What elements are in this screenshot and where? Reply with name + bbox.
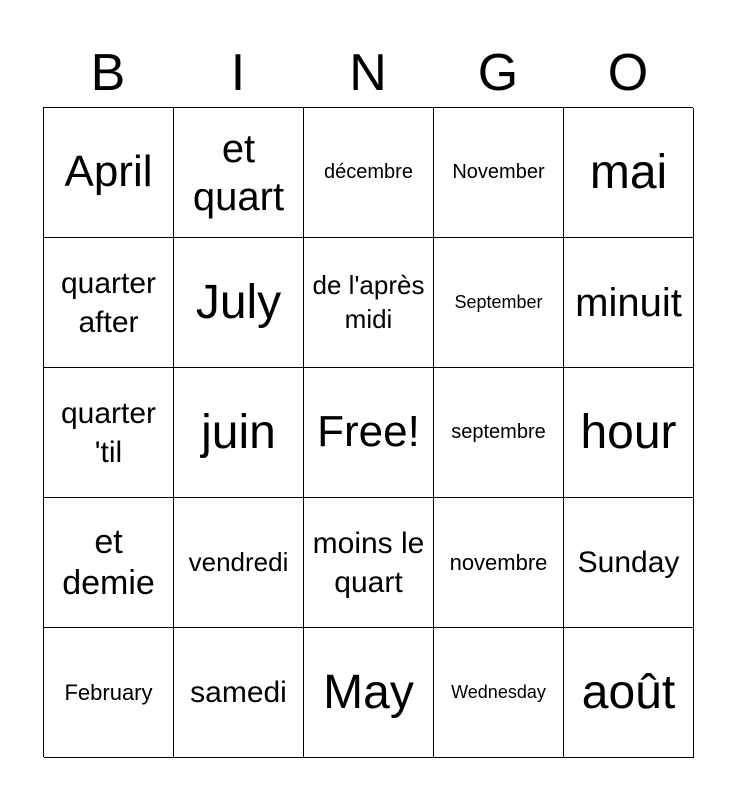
bingo-cell[interactable] [44,628,174,758]
cell-text: juin [201,405,276,459]
cell-text: hour [580,405,677,459]
bingo-cell[interactable] [174,238,304,368]
cell-text: July [195,275,282,329]
cell-text: et quart [192,126,285,219]
bingo-cell[interactable] [304,628,434,758]
header-letter-n: N [349,44,387,102]
bingo-cell[interactable] [434,108,564,238]
cell-text: vendredi [188,546,289,577]
header-letter-b: B [90,44,126,102]
header-letter-o: O [607,44,649,102]
cell-text: September [454,292,543,313]
cell-text: août [581,665,676,719]
bingo-cell[interactable] [564,238,694,368]
bingo-cell[interactable] [174,628,304,758]
bingo-cell[interactable] [564,368,694,498]
cell-text: quarter 'til [60,396,157,469]
bingo-cell[interactable] [44,108,174,238]
bingo-header [43,40,693,106]
cell-text: de l'après midi [312,269,425,334]
bingo-cell[interactable] [304,498,434,628]
bingo-cell[interactable] [434,628,564,758]
cell-text: décembre [324,161,413,183]
header-letter-g: G [477,44,519,102]
cell-text: novembre [449,549,548,575]
bingo-board [43,107,693,757]
cell-text: November [452,161,545,183]
cell-text: Sunday [577,546,680,579]
bingo-cell[interactable] [564,628,694,758]
cell-text: May [323,665,414,719]
bingo-cell[interactable] [44,238,174,368]
free-space-text: Free! [317,407,420,457]
cell-text: et demie [62,522,155,602]
bingo-cell[interactable] [44,368,174,498]
header-letter-i: I [230,44,246,102]
cell-text: moins le quart [312,526,425,599]
cell-text: minuit [575,280,682,325]
cell-text: February [64,679,153,705]
bingo-cell[interactable] [174,498,304,628]
cell-text: quarter after [60,266,157,339]
bingo-cell[interactable] [44,498,174,628]
bingo-cell[interactable] [564,498,694,628]
bingo-cell[interactable] [564,108,694,238]
bingo-cell[interactable] [304,238,434,368]
bingo-cell[interactable] [304,108,434,238]
free-space[interactable] [304,368,434,498]
bingo-cell[interactable] [174,368,304,498]
cell-text: samedi [190,676,287,709]
cell-text: April [64,147,153,197]
cell-text: mai [589,145,668,199]
cell-text: Wednesday [451,682,546,703]
cell-text: septembre [451,421,546,443]
bingo-cell[interactable] [434,368,564,498]
bingo-cell[interactable] [434,498,564,628]
bingo-cell[interactable] [434,238,564,368]
bingo-cell[interactable] [174,108,304,238]
